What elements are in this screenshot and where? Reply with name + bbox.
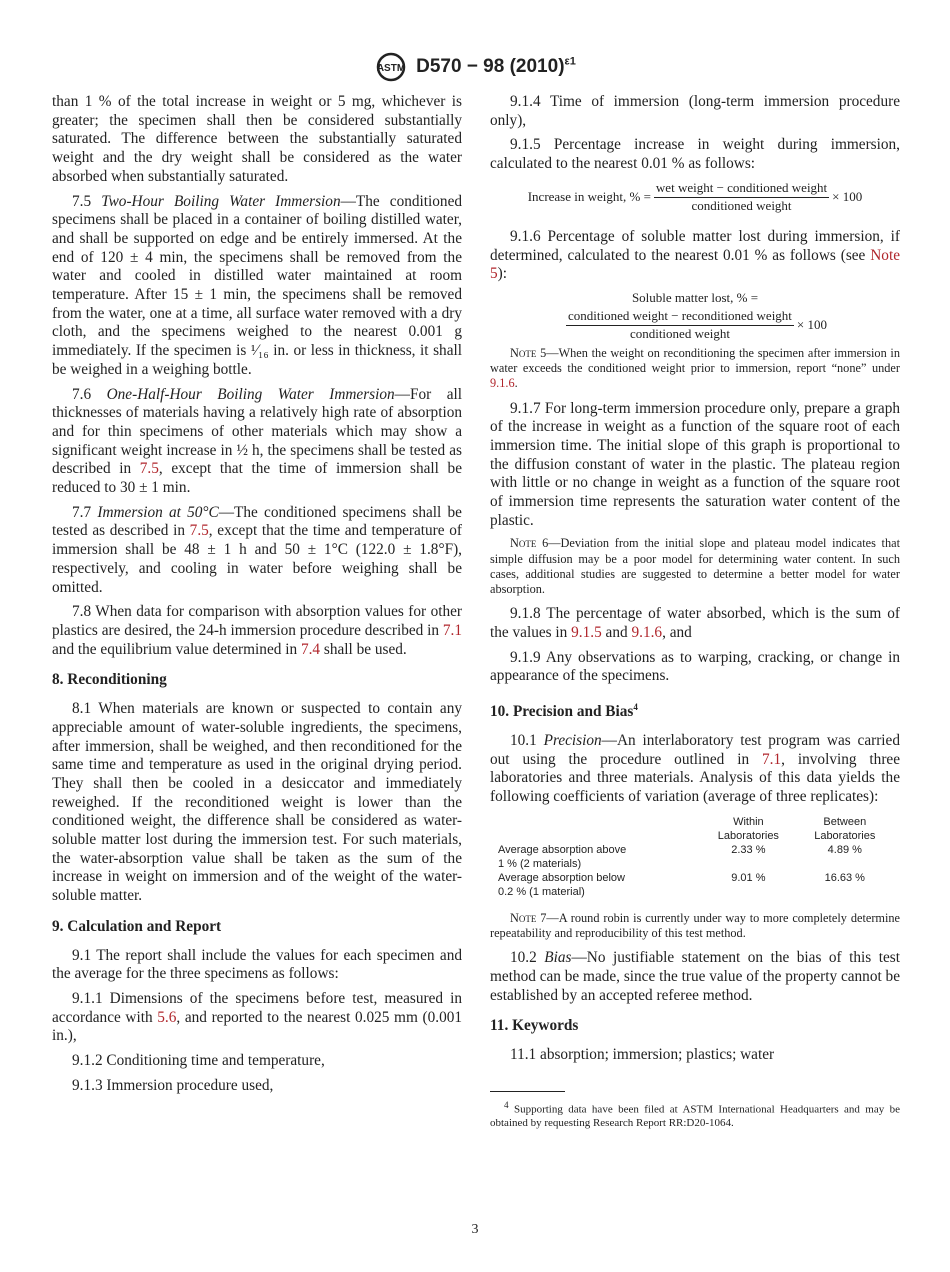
paragraph — [52, 1052, 462, 1071]
text-run: 5—When the weight on reconditioning the specimen after immersion in water exceeds the conditioned weight prior to immersion, report “none” under — [490, 345, 900, 376]
cross-reference-link[interactable]: 9.1.5 — [571, 623, 602, 641]
text-run: 9.1.1 Dimensions of the specimens before test, measured in accordance with — [52, 989, 462, 1026]
text-run: 10. Precision and Bias — [490, 703, 634, 721]
document-designation: D570 − 98 (2010) — [416, 56, 565, 78]
text-run: 9.1.2 Conditioning time and temperature, — [72, 1052, 325, 1070]
column-header: Between Laboratories — [814, 815, 876, 842]
footnote-marker: 4 — [504, 1099, 509, 1110]
footnote — [490, 1098, 900, 1131]
text-run: 10.2 — [510, 949, 545, 967]
paragraph — [490, 1046, 900, 1065]
formula-increase-in-weight — [490, 180, 900, 214]
text-run: 9.1.9 Any observations as to warping, cracking, or change in appearance of the specimens. — [490, 648, 900, 685]
left-column — [52, 93, 462, 1101]
section-title-italic: One-Half-Hour Boiling Water Immersion — [106, 385, 395, 403]
text-run: —An interlaboratory test program was carried out using the procedure outlined in — [490, 731, 900, 768]
cross-reference-link[interactable]: 9.1.6 — [490, 376, 515, 391]
cross-reference-link[interactable]: 7.5 — [139, 460, 159, 478]
text-run: and — [601, 623, 632, 641]
text-run: 9.1.7 For long-term immersion procedure only, prepare a graph of the increase in weight as a function of the square root of each immersion time. The initial slope of this graph is proportional to the diffusion constant of water in the plastic. The plateau region with little or no change in weight as a function of the square root of immersion time represents the saturation water content of the plastic. — [490, 399, 900, 529]
paragraph — [52, 1077, 462, 1096]
formula-label: Increase in weight, % = — [527, 188, 651, 204]
paragraph — [490, 649, 900, 686]
denominator: conditioned weight — [629, 325, 730, 341]
paragraph — [490, 93, 900, 130]
text-run: 7.7 — [72, 503, 98, 521]
formula-label: Soluble matter lost, % = — [631, 289, 759, 305]
text-run: 11. Keywords — [490, 1017, 579, 1035]
paragraph — [52, 947, 462, 984]
text-run: , except that the time and temperature of immersion shall be 48 ± 1 h and 50 ± 1°C (122.0 ± 1.8°F), respectively, and cooling in water before weighing shall be omitted. — [52, 522, 462, 596]
section-heading — [490, 1017, 900, 1036]
text-run: Supporting data have been filed at ASTM International Headquarters and may be obtained by requesting Research Report RR:D20-1064. — [490, 1103, 900, 1130]
text-run: 9.1.8 The percentage of water absorbed, which is the sum of the values in — [490, 605, 900, 641]
note — [490, 911, 900, 941]
svg-text:ASTM: ASTM — [376, 63, 406, 74]
text-run: 7—A round robin is currently under way to more completely determine repeatability and reproducibility of this test method. — [490, 910, 900, 940]
text-run: 11.1 absorption; immersion; plastics; water — [510, 1045, 775, 1063]
text-run: 9.1.5 Percentage increase in weight during immersion, calculated to the nearest 0.01 % as follows: — [490, 136, 900, 173]
table-cell-value: 9.01 % — [731, 871, 766, 884]
section-heading — [52, 671, 462, 690]
section-title-italic: Precision — [543, 731, 602, 749]
paragraph — [490, 228, 900, 284]
text-run: —No justifiable statement on the bias of this test method can be made, since the true value of the property cannot be established by an accepted referee method. — [490, 949, 901, 1004]
text-run: than 1 % of the total increase in weight or 5 mg, whichever is greater; the specimen shall then be considered substantially saturated. The difference between the substantially saturated weight and the dry weight shall be considered as the water absorbed when substantially saturated. — [52, 93, 462, 185]
paragraph — [490, 949, 900, 1005]
text-run: , except that the time of immersion shall be reduced to 30 ± 1 min. — [52, 460, 462, 497]
paragraph — [52, 193, 462, 380]
table-header-row — [498, 815, 893, 843]
text-run: 9.1.4 Time of immersion (long-term immersion procedure only), — [490, 93, 900, 129]
section-heading — [490, 698, 900, 722]
cross-reference-link[interactable]: 7.1 — [762, 750, 782, 768]
text-run: , and — [662, 623, 692, 641]
note — [490, 346, 900, 392]
cross-reference-link[interactable]: 7.4 — [300, 640, 321, 658]
text-run: and the equilibrium value determined in — [52, 640, 301, 658]
paragraph — [52, 700, 462, 906]
cross-reference-link[interactable]: 9.1.6 — [631, 623, 663, 641]
cross-reference-link[interactable]: 7.5 — [189, 522, 209, 540]
cross-reference-link[interactable]: Note 5 — [490, 246, 900, 283]
section-title-italic: Two-Hour Boiling Water Immersion — [101, 192, 341, 210]
multiplier: × 100 — [832, 188, 863, 204]
cross-reference-link[interactable]: 5.6 — [157, 1008, 177, 1026]
table-cell-value: 4.89 % — [827, 843, 862, 856]
text-run: 9.1.3 Immersion procedure used, — [72, 1076, 274, 1094]
paragraph — [52, 990, 462, 1046]
text-run: —The conditioned specimens shall be tested as described in — [52, 503, 462, 540]
note-label: Note — [510, 536, 537, 551]
epsilon-superscript: ε1 — [564, 55, 576, 68]
paragraph — [52, 93, 462, 187]
astm-logo-icon — [374, 52, 408, 82]
text-run: , and reported to the nearest 0.025 mm (0.001 in.), — [52, 1008, 463, 1045]
right-column — [490, 93, 900, 1136]
text-run: 7.6 — [72, 385, 107, 403]
fraction — [654, 180, 829, 214]
footnote-marker: 4 — [633, 702, 638, 713]
table-row-label: Average absorption below 0.2 % (1 material) — [498, 871, 625, 898]
table-row-label: Average absorption above 1 % (2 materials) — [498, 843, 627, 870]
multiplier: × 100 — [796, 316, 828, 332]
table-row — [498, 843, 893, 871]
text-run: 8.1 When materials are known or suspected to contain any appreciable amount of water-soluble ingredients, the specimens, after immersion, shall be weighed, and then reconditioned for the same time and temperature as used in the original drying period. They shall then be cooled in a desiccator and immediately reweighed. If the reconditioned weight is lower than the conditioned weight, the difference shall be considered as water-soluble matter lost during the immersion test. For such materials, the water-absorption value shall be taken as the sum of the increase in weight on immersion and of the weight of the water-soluble matter. — [52, 700, 462, 905]
paragraph — [490, 400, 900, 531]
text-run: —For all thicknesses of materials having a relatively high rate of absorption and for thin specimens of other materials which may show a significant weight increase in ½ h, the specimens shall be tested as described in — [52, 385, 462, 478]
section-title-italic: Bias — [544, 949, 572, 967]
paragraph — [52, 386, 462, 498]
fraction — [566, 308, 794, 342]
footnote-rule — [490, 1091, 565, 1092]
text-run: . — [514, 376, 518, 391]
text-run: 6—Deviation from the initial slope and plateau model indicates that simple diffusion may be a poor model for determining water content. In such cases, additional studies are suggested to determine a better model for water absorption. — [490, 536, 900, 597]
formula-body — [490, 308, 900, 342]
text-run: 7.5 — [72, 192, 102, 210]
section-title-italic: Immersion at 50°C — [97, 503, 219, 521]
note-label: Note — [510, 910, 537, 925]
denominator: conditioned weight — [691, 197, 792, 213]
numerator: wet weight − conditioned weight — [654, 180, 829, 198]
text-run: shall be used. — [320, 640, 407, 658]
formula-soluble-matter-lost — [490, 290, 900, 342]
cross-reference-link[interactable]: 7.1 — [442, 621, 462, 639]
text-run: 9.1 The report shall include the values for each specimen and the average for the three specimens as follows: — [52, 946, 462, 983]
precision-table — [498, 815, 893, 899]
page-number: 3 — [471, 1222, 479, 1237]
note-label: Note — [510, 345, 537, 360]
text-run: 7.8 When data for comparison with absorption values for other plastics are desired, the 24-h immersion procedure described in — [52, 603, 462, 639]
table-cell-value: 2.33 % — [731, 843, 766, 856]
page-header — [0, 52, 950, 82]
paragraph — [490, 732, 900, 807]
section-heading — [52, 918, 462, 937]
column-header: Within Laboratories — [717, 815, 779, 842]
text-run: —The conditioned specimens shall be placed in a container of boiling distilled water, and shall be supported on edge and be entirely immersed. At the end of 120 ± 4 min, the specimens shall be removed from the water and cooled in distilled water maintained at room temperature. After 15 ± 1 min, the specimens shall be removed from the water, one at a time, all surface water removed with a dry cloth, and the specimens weighed to the nearest 0.001 g immediately. If the specimen is ¹⁄₁₆ in. or less in thickness, it shall be weighed in a weighing bottle. — [52, 192, 463, 378]
text-run: 9. Calculation and Report — [52, 917, 222, 935]
column-header — [498, 815, 700, 843]
paragraph — [490, 605, 900, 642]
text-run: , involving three laboratories and three materials. Analysis of this data yields the following coefficients of variation (average of three replicates): — [490, 750, 900, 805]
paragraph — [490, 136, 900, 173]
text-run: 8. Reconditioning — [52, 671, 167, 689]
paragraph — [52, 504, 462, 598]
text-run: 10.1 — [510, 731, 544, 749]
note — [490, 536, 900, 597]
numerator: conditioned weight − reconditioned weight — [566, 308, 794, 326]
text-run: 9.1.6 Percentage of soluble matter lost during immersion, if determined, calculated to the nearest 0.01 % as follows (see — [490, 227, 900, 264]
table-row — [498, 871, 893, 899]
text-run: ): — [497, 265, 508, 283]
table-cell-value: 16.63 % — [824, 871, 865, 884]
paragraph — [52, 603, 462, 659]
